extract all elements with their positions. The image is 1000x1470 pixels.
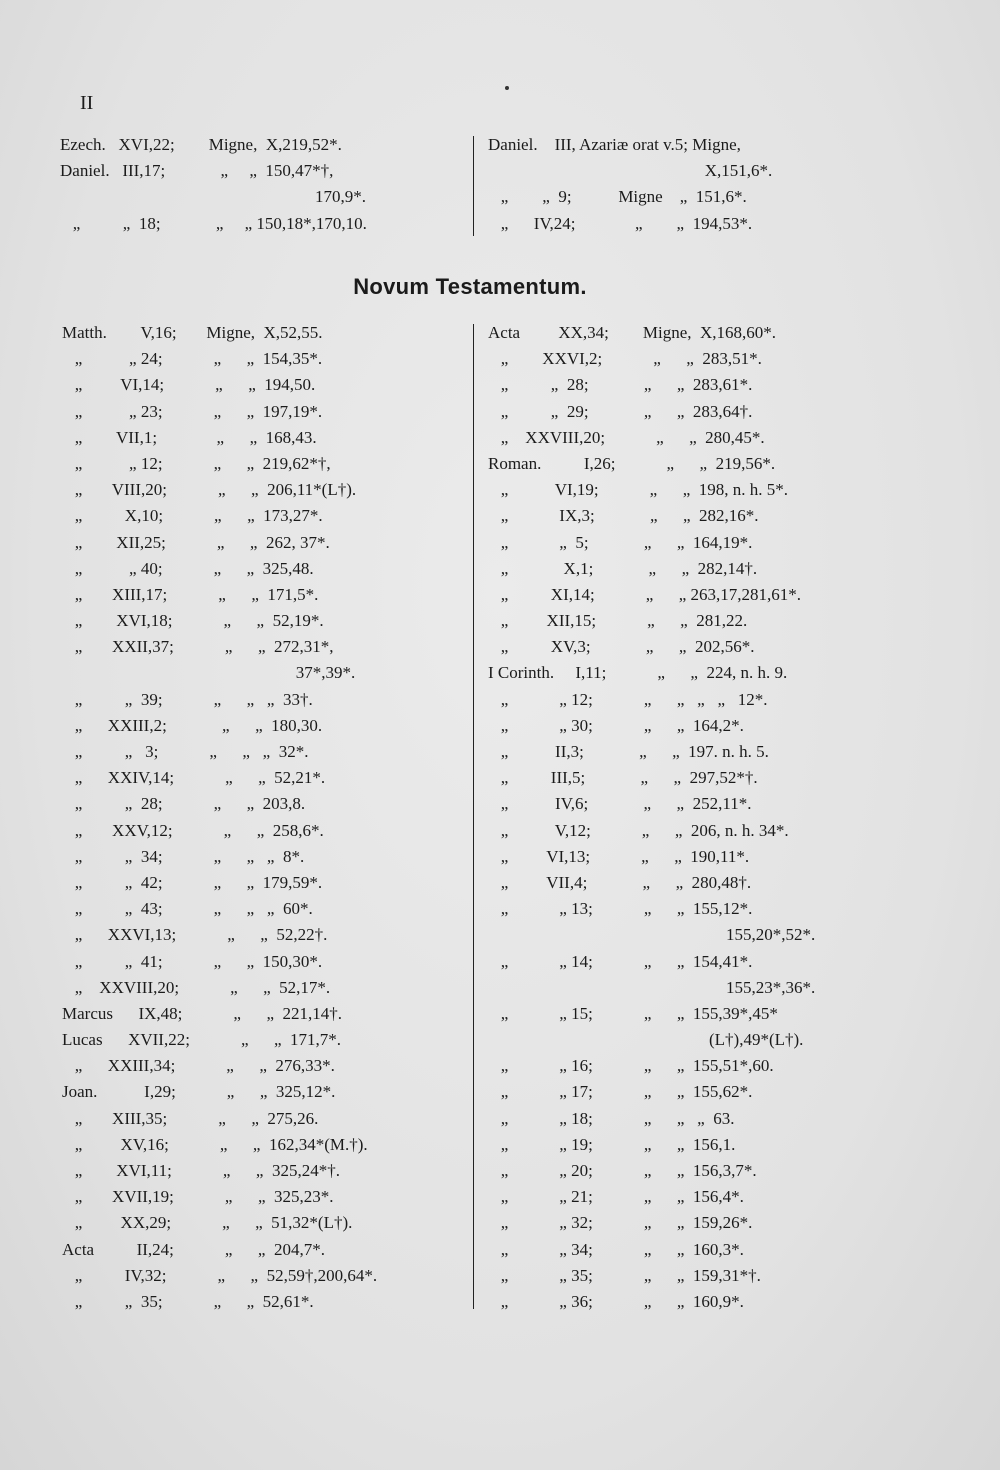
index-entry: „ XXVIII,20; „ „ 280,45*.	[488, 427, 765, 447]
index-entry: „ „ 34; „ „ 160,3*.	[488, 1239, 744, 1259]
index-entry: „ X,10; „ „ 173,27*.	[62, 506, 323, 526]
index-entry: „ XVI,11; „ „ 325,24*†.	[62, 1161, 340, 1180]
column-divider	[473, 136, 474, 236]
index-entry: „ „ 20; „ „ 156,3,7*.	[488, 1161, 757, 1180]
index-entry: „ „ 43; „ „ „ 60*.	[62, 899, 313, 919]
index-entry: „ „ 30; „ „ 164,2*.	[488, 715, 744, 735]
index-entry: „ „ 19; „ „ 156,1.	[488, 1134, 736, 1154]
index-entry: „ „ 29; „ „ 283,64†.	[488, 401, 753, 421]
index-entry: „ IX,3; „ „ 282,16*.	[488, 506, 759, 526]
index-entry: Joan. I,29; „ „ 325,12*.	[62, 1082, 336, 1102]
index-entry: „ „ 28; „ „ 283,61*.	[488, 375, 753, 395]
index-entry: (L†),49*(L†).	[488, 1030, 804, 1050]
index-entry: „ IV,6; „ „ 252,11*.	[488, 794, 752, 814]
index-entry: „ XII,15; „ „ 281,22.	[488, 611, 748, 631]
index-entry: „ „ 39; „ „ „ 33†.	[62, 689, 313, 709]
index-entry: „ „ 41; „ „ 150,30*.	[62, 951, 323, 971]
index-entry: „ „ 24; „ „ 154,35*.	[62, 349, 323, 369]
index-entry: „ XXVI,13; „ „ 52,22†.	[62, 925, 328, 945]
index-entry: „ IV,24; „ „ 194,53*.	[488, 213, 753, 233]
nt-right-column	[488, 320, 898, 1315]
index-entry: „ XXII,37; „ „ 272,31*,	[62, 637, 334, 657]
index-entry: „ „ 16; „ „ 155,51*,60.	[488, 1056, 774, 1076]
print-speck	[505, 86, 509, 90]
index-entry: „ VI,14; „ „ 194,50.	[62, 375, 316, 395]
index-entry: Daniel. III,17; „ „ 150,47*†,	[60, 161, 334, 181]
index-entry: „ XXVI,2; „ „ 283,51*.	[488, 349, 762, 369]
index-entry: „ „ 18; „ „ „ 63.	[488, 1108, 735, 1128]
page-number: II	[80, 92, 94, 114]
index-entry: „ X,1; „ „ 282,14†.	[488, 558, 758, 578]
index-entry: „ „ 23; „ „ 197,19*.	[62, 401, 323, 421]
index-entry: „ III,5; „ „ 297,52*†.	[488, 768, 758, 788]
index-entry: Matth. V,16; Migne, X,52,55.	[62, 323, 323, 342]
index-entry: „ XI,14; „ „ 263,17,281,61*.	[488, 584, 802, 604]
index-entry: „ XV,3; „ „ 202,56*.	[488, 637, 755, 657]
index-entry: „ VII,4; „ „ 280,48†.	[488, 872, 752, 892]
index-entry: 155,23*,36*.	[488, 977, 816, 997]
index-entry: „ „ 34; „ „ „ 8*.	[62, 846, 305, 866]
index-entry: „ XXIII,2; „ „ 180,30.	[62, 715, 323, 735]
top-left-column	[60, 132, 470, 237]
index-entry: „ XXVIII,20; „ „ 52,17*.	[62, 977, 331, 997]
index-entry: „ „ 12; „ „ „ „ 12*.	[488, 689, 768, 709]
section-heading: Novum Testamentum.	[353, 274, 587, 299]
index-entry: „ XXIII,34; „ „ 276,33*.	[62, 1056, 335, 1076]
index-entry: „ „ 13; „ „ 155,12*.	[488, 899, 753, 919]
index-entry: „ „ 28; „ „ 203,8.	[62, 794, 306, 814]
index-entry: „ „ 5; „ „ 164,19*.	[488, 532, 753, 552]
index-entry: „ „ 3; „ „ „ 32*.	[62, 742, 309, 761]
index-entry: „ „ 9; Migne „ 151,6*.	[488, 187, 747, 207]
column-divider	[473, 324, 474, 1309]
index-entry: I Corinth. I,11; „ „ 224, n. h. 9.	[488, 663, 788, 683]
index-entry: „ XIII,35; „ „ 275,26.	[62, 1108, 319, 1128]
index-entry: Marcus IX,48; „ „ 221,14†.	[62, 1003, 342, 1023]
index-entry: Acta XX,34; Migne, X,168,60*.	[488, 323, 777, 342]
nt-left-column	[62, 320, 472, 1315]
index-entry: „ II,3; „ „ 197. n. h. 5.	[488, 742, 769, 761]
top-right-column	[488, 132, 888, 237]
index-entry: Acta II,24; „ „ 204,7*.	[62, 1239, 325, 1259]
index-entry: „ VI,19; „ „ 198, n. h. 5*.	[488, 480, 788, 500]
index-entry: „ „ 36; „ „ 160,9*.	[488, 1291, 744, 1311]
index-entry: „ „ 42; „ „ 179,59*.	[62, 872, 323, 892]
index-entry: „ „ 40; „ „ 325,48.	[62, 558, 314, 578]
index-entry: „ „ 17; „ „ 155,62*.	[488, 1082, 753, 1102]
index-entry: „ XXV,12; „ „ 258,6*.	[62, 820, 324, 840]
index-entry: „ XIII,17; „ „ 171,5*.	[62, 584, 319, 604]
index-entry: Daniel. III, Azariæ orat v.5; Migne,	[488, 135, 741, 154]
index-entry: „ XV,16; „ „ 162,34*(M.†).	[62, 1134, 368, 1154]
index-entry: „ XII,25; „ „ 262, 37*.	[62, 532, 330, 552]
index-entry: „ XVII,19; „ „ 325,23*.	[62, 1187, 334, 1207]
index-entry: 170,9*.	[60, 187, 366, 207]
index-entry: 155,20*,52*.	[488, 925, 816, 945]
index-entry: „ „ 15; „ „ 155,39*,45*	[488, 1003, 778, 1023]
index-entry: „ „ 32; „ „ 159,26*.	[488, 1213, 753, 1233]
index-entry: Ezech. XVI,22; Migne, X,219,52*.	[60, 135, 342, 154]
index-entry: X,151,6*.	[488, 161, 773, 181]
index-entry: „ VIII,20; „ „ 206,11*(L†).	[62, 480, 357, 500]
index-entry: „ „ 12; „ „ 219,62*†,	[62, 453, 331, 473]
index-entry: „ VII,1; „ „ 168,43.	[62, 427, 317, 447]
index-entry: Roman. I,26; „ „ 219,56*.	[488, 453, 776, 473]
index-entry: „ XX,29; „ „ 51,32*(L†).	[62, 1213, 353, 1233]
index-entry: „ VI,13; „ „ 190,11*.	[488, 846, 750, 866]
index-entry: „ XXIV,14; „ „ 52,21*.	[62, 768, 326, 788]
index-entry: „ „ 35; „ „ 159,31*†.	[488, 1265, 761, 1285]
index-entry: „ „ 21; „ „ 156,4*.	[488, 1187, 744, 1207]
index-entry: Lucas XVII,22; „ „ 171,7*.	[62, 1030, 342, 1050]
index-entry: „ „ 18; „ „ 150,18*,170,10.	[60, 213, 367, 233]
index-entry: „ „ 14; „ „ 154,41*.	[488, 951, 753, 971]
index-entry: „ „ 35; „ „ 52,61*.	[62, 1291, 314, 1311]
index-entry: 37*,39*.	[62, 663, 356, 683]
index-entry: „ V,12; „ „ 206, n. h. 34*.	[488, 820, 789, 840]
index-entry: „ XVI,18; „ „ 52,19*.	[62, 611, 324, 631]
index-entry: „ IV,32; „ „ 52,59†,200,64*.	[62, 1265, 378, 1285]
